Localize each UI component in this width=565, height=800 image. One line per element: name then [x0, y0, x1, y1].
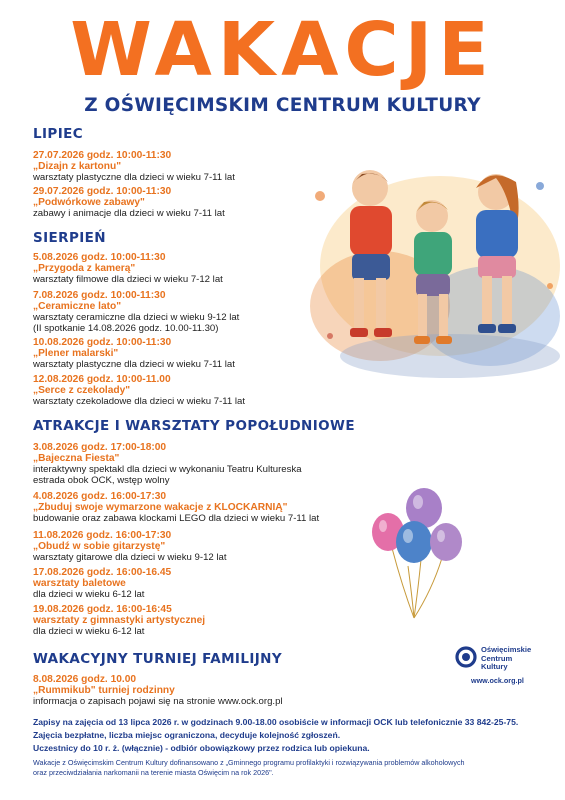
running-kids-illustration: [300, 136, 562, 386]
event-description: warsztaty gitarowe dla dzieci w wieku 9-12 lat: [33, 552, 227, 563]
event-item: [33, 674, 283, 707]
event-date: 27.07.2026 godz. 10:00-11:30: [33, 150, 172, 161]
event-name: „Obudź w sobie gitarzystę": [33, 541, 166, 552]
event-date: 11.08.2026 godz. 16:00-17:30: [33, 530, 172, 541]
event-description: warsztaty ceramiczne dla dzieci w wieku 9-12 lat: [33, 312, 240, 323]
logo-ring-icon: [455, 646, 477, 668]
event-name: „Ceramiczne lato": [33, 301, 122, 312]
page-subtitle: Z OŚWIĘCIMSKIM CENTRUM KULTURY: [84, 95, 481, 116]
info-line: Uczestnicy do 10 r. ż. (włącznie) - odbiór obowiązkowy przez rodzica lub opiekuna.: [33, 743, 370, 753]
event-description: warsztaty plastyczne dla dzieci w wieku 7-11 lat: [33, 359, 235, 370]
event-description: interaktywny spektakl dla dzieci w wykonaniu Teatru Kultureska: [33, 464, 302, 475]
event-date: 17.08.2026 godz. 16:00-16.45: [33, 567, 172, 578]
event-description-extra: estrada obok OCK, wstęp wolny: [33, 475, 170, 486]
balloons-illustration: [362, 486, 474, 626]
section-heading-sierpien: SIERPIEŃ: [33, 230, 107, 246]
event-name: „Rummikub" turniej rodzinny: [33, 685, 175, 696]
event-name: warsztaty z gimnastyki artystycznej: [33, 615, 206, 626]
info-line: Zapisy na zajęcia od 13 lipca 2026 r. w godzinach 9.00-18.00 osobiście w informacji OCK lub telefonicznie 33 842-25-75.: [33, 717, 519, 727]
event-date: 3.08.2026 godz. 17:00-18:00: [33, 442, 167, 453]
event-date: 12.08.2026 godz. 10:00-11.00: [33, 374, 171, 385]
logo-text: [481, 646, 531, 672]
event-item: [33, 604, 205, 637]
logo-line: Centrum: [481, 653, 513, 663]
event-description: zabawy i animacje dla dzieci w wieku 7-11 lat: [33, 208, 225, 219]
footnote-line: Wakacje z Oświęcimskim Centrum Kultury dofinansowano z „Gminnego programu profilaktyki i rozwiązywania problemów alkoholowych: [33, 758, 465, 767]
event-item: [33, 491, 319, 524]
registration-info: [33, 716, 553, 755]
event-name: „Dizajn z kartonu": [33, 161, 122, 172]
event-date: 8.08.2026 godz. 10.00: [33, 674, 137, 685]
event-date: 4.08.2026 godz. 16:00-17:30: [33, 491, 167, 502]
footnote-line: oraz przeciwdziałania narkomanii na terenie miasta Oświęcim na rok 2026".: [33, 768, 274, 777]
event-description: warsztaty czekoladowe dla dzieci w wieku 7-11 lat: [33, 396, 246, 407]
event-item: [33, 442, 302, 486]
section-heading-turniej: WAKACYJNY TURNIEJ FAMILIJNY: [33, 651, 283, 667]
event-description: informacja o zapisach pojawi się na stronie www.ock.org.pl: [33, 696, 283, 707]
event-name: „Podwórkowe zabawy": [33, 197, 145, 208]
event-name: „Serce z czekolady": [33, 385, 131, 396]
section-heading-atrakcje: ATRAKCJE I WARSZTATY POPOŁUDNIOWE: [33, 418, 355, 434]
event-description-extra: (II spotkanie 14.08.2026 godz. 10.00-11.30): [33, 323, 219, 334]
event-name: „Bajeczna Fiesta": [33, 453, 120, 464]
event-date: 10.08.2026 godz. 10:00-11:30: [33, 337, 172, 348]
event-description: warsztaty plastyczne dla dzieci w wieku 7-11 lat: [33, 172, 235, 183]
event-description: dla dzieci w wieku 6-12 lat: [33, 589, 145, 600]
section-heading-lipiec: LIPIEC: [33, 126, 84, 142]
event-date: 5.08.2026 godz. 10:00-11:30: [33, 252, 166, 263]
logo-url: www.ock.org.pl: [471, 676, 524, 685]
ock-logo: [455, 646, 551, 688]
event-item: [33, 374, 245, 407]
event-item: [33, 567, 171, 600]
info-line: Zajęcia bezpłatne, liczba miejsc ograniczona, decyduje kolejność zgłoszeń.: [33, 730, 341, 740]
event-item: [33, 150, 235, 183]
event-name: warsztaty baletowe: [33, 578, 126, 589]
event-description: warsztaty filmowe dla dzieci w wieku 7-12 lat: [33, 274, 223, 285]
event-item: [33, 252, 223, 285]
event-name: „Zbuduj swoje wymarzone wakacje z KLOCKARNIĄ": [33, 502, 288, 513]
event-item: [33, 290, 239, 334]
event-name: „Przygoda z kamerą": [33, 263, 136, 274]
event-item: [33, 186, 225, 219]
logo-line: Oświęcimskie: [481, 645, 532, 654]
event-item: [33, 530, 227, 563]
funding-footnote: [33, 758, 553, 778]
page-title: WAKACJE: [70, 7, 495, 93]
event-item: [33, 337, 235, 370]
event-name: „Plener malarski": [33, 348, 119, 359]
event-date: 19.08.2026 godz. 16:00-16:45: [33, 604, 172, 615]
event-date: 29.07.2026 godz. 10:00-11:30: [33, 186, 172, 197]
logo-line: Kultury: [481, 662, 508, 672]
event-description: budowanie oraz zabawa klockami LEGO dla dzieci w wieku 7-11 lat: [33, 513, 320, 524]
event-description: dla dzieci w wieku 6-12 lat: [33, 626, 145, 637]
event-date: 7.08.2026 godz. 10:00-11:30: [33, 290, 166, 301]
